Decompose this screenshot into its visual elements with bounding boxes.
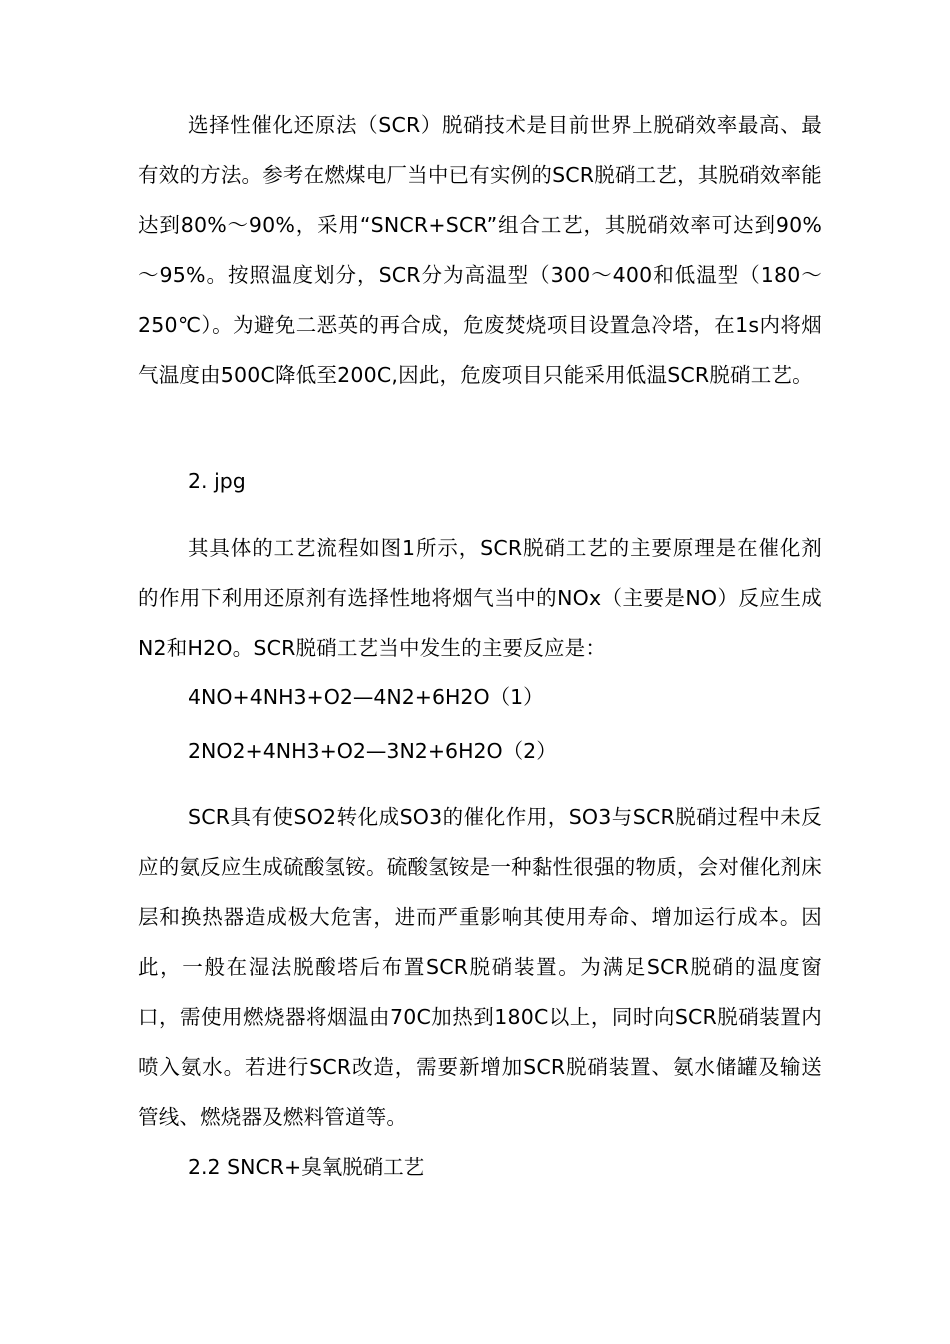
figure-reference: 2. jpg (188, 469, 246, 493)
equation-2: 2NO2+4NH3+O2—3N2+6H2O（2） (188, 739, 557, 763)
paragraph-scr-principle: 其具体的工艺流程如图1所示，SCR脱硝工艺的主要原理是在催化剂的作用下利用还原剂有选择性地将烟气当中的NOx（主要是NO）反应生成N2和H2O。SCR脱硝工艺当中发生的主要反应是： (138, 536, 822, 660)
equation-1: 4NO+4NH3+O2—4N2+6H2O（1） (188, 685, 544, 709)
paragraph-scr-overview: 选择性催化还原法（SCR）脱硝技术是目前世界上脱硝效率最高、最有效的方法。参考在燃煤电厂当中已有实例的SCR脱硝工艺，其脱硝效率能达到80%～90%，采用“SNCR+SCR”组合工艺，其脱硝效率可达到90%～95%。按照温度划分，SCR分为高温型（300～400和低温型（180～250℃）。为避免二恶英的再合成，危废焚烧项目设置急冷塔，在1s内将烟气温度由500C降低至200C,因此，危废项目只能采用低温SCR脱硝工艺。 (138, 113, 822, 387)
paragraph-scr-side-effects: SCR具有使SO2转化成SO3的催化作用，SO3与SCR脱硝过程中未反应的氨反应生成硫酸氢铵。硫酸氢铵是一种黏性很强的物质，会对催化剂床层和换热器造成极大危害，进而严重影响其使用寿命、增加运行成本。因此，一般在湿法脱酸塔后布置SCR脱硝装置。为满足SCR脱硝的温度窗口，需使用燃烧器将烟温由70C加热到180C以上，同时向SCR脱硝装置内喷入氨水。若进行SCR改造，需要新增加SCR脱硝装置、氨水储罐及输送管线、燃烧器及燃料管道等。 (138, 805, 822, 1129)
section-heading: 2.2 SNCR+臭氧脱硝工艺 (188, 1155, 425, 1179)
